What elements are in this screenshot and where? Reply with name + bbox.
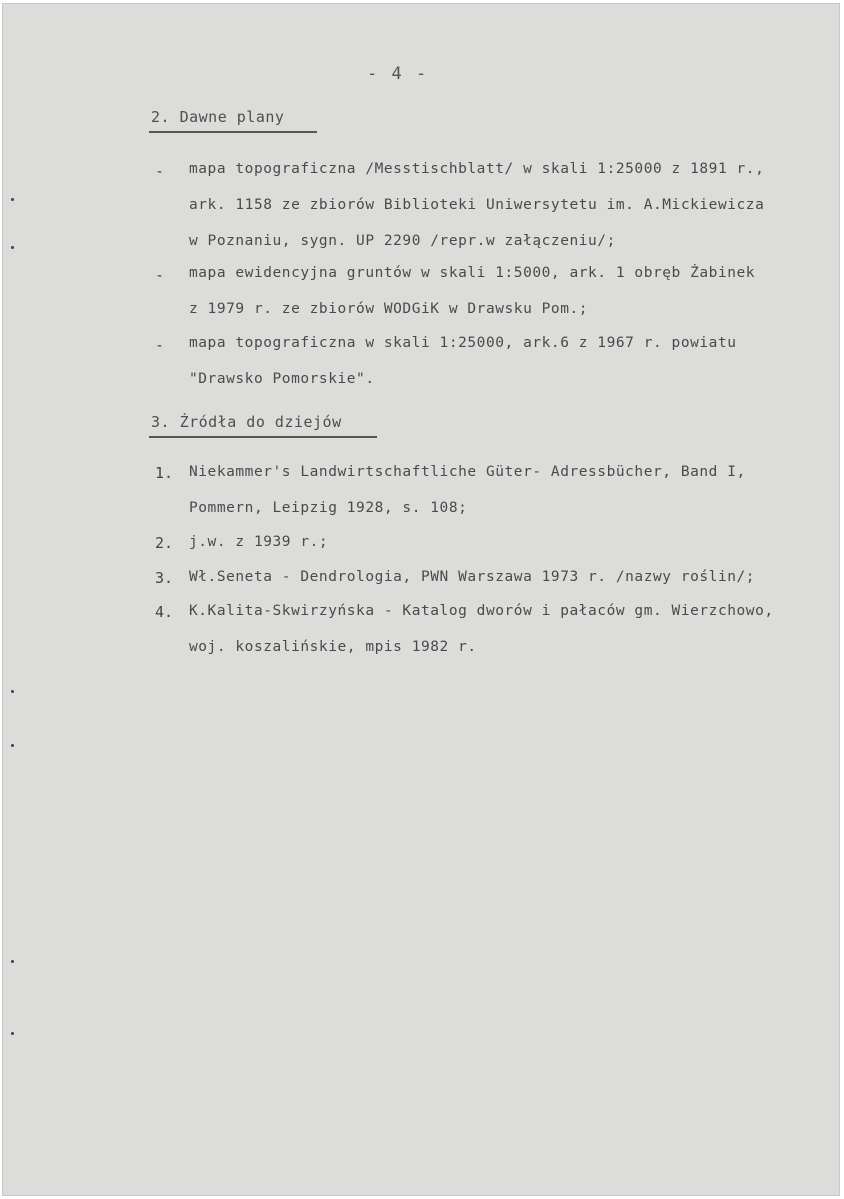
list-marker: 3. [155,569,174,587]
list-marker: 2. [155,534,174,552]
scan-speck [11,246,14,249]
list-marker: 1. [155,464,174,482]
list-item-line: ark. 1158 ze zbiorów Biblioteki Uniwersytetu im. A.Mickiewicza [189,197,765,213]
list-item-line: K.Kalita-Skwirzyńska - Katalog dworów i pałaców gm. Wierzchowo, [189,603,774,619]
scan-speck [11,960,14,963]
list-marker: - [155,266,165,284]
scan-speck [11,198,14,201]
scan-speck [11,1032,14,1035]
list-item-line: mapa ewidencyjna gruntów w skali 1:5000, ark. 1 obręb Żabinek [189,265,756,281]
document-page [2,3,840,1196]
list-item-line: "Drawsko Pomorskie". [189,371,375,387]
list-item-line: Niekammer's Landwirtschaftliche Güter- Adressbücher, Band I, [189,464,746,480]
list-marker: - [155,336,165,354]
section-heading-dawne-plany: 2. Dawne plany [151,108,285,126]
heading-underline [149,436,377,438]
list-marker: 4. [155,603,174,621]
list-item-line: Wł.Seneta - Dendrologia, PWN Warszawa 1973 r. /nazwy roślin/; [189,569,756,585]
heading-underline [149,131,317,133]
section-heading-zrodla: 3. Źródła do dziejów [151,413,342,431]
list-item-line: Pommern, Leipzig 1928, s. 108; [189,500,468,516]
page-number: - 4 - [367,64,429,84]
list-item-line: j.w. z 1939 r.; [189,534,329,550]
list-item-line: mapa topograficzna w skali 1:25000, ark.6 z 1967 r. powiatu [189,335,737,351]
scan-speck [11,744,14,747]
list-marker: - [155,162,165,180]
list-item-line: w Poznaniu, sygn. UP 2290 /repr.w załączeniu/; [189,233,616,249]
list-item-line: mapa topograficzna /Messtischblatt/ w skali 1:25000 z 1891 r., [189,161,765,177]
list-item-line: z 1979 r. ze zbiorów WODGiK w Drawsku Pom.; [189,301,589,317]
scan-speck [11,690,14,693]
list-item-line: woj. koszalińskie, mpis 1982 r. [189,639,477,655]
